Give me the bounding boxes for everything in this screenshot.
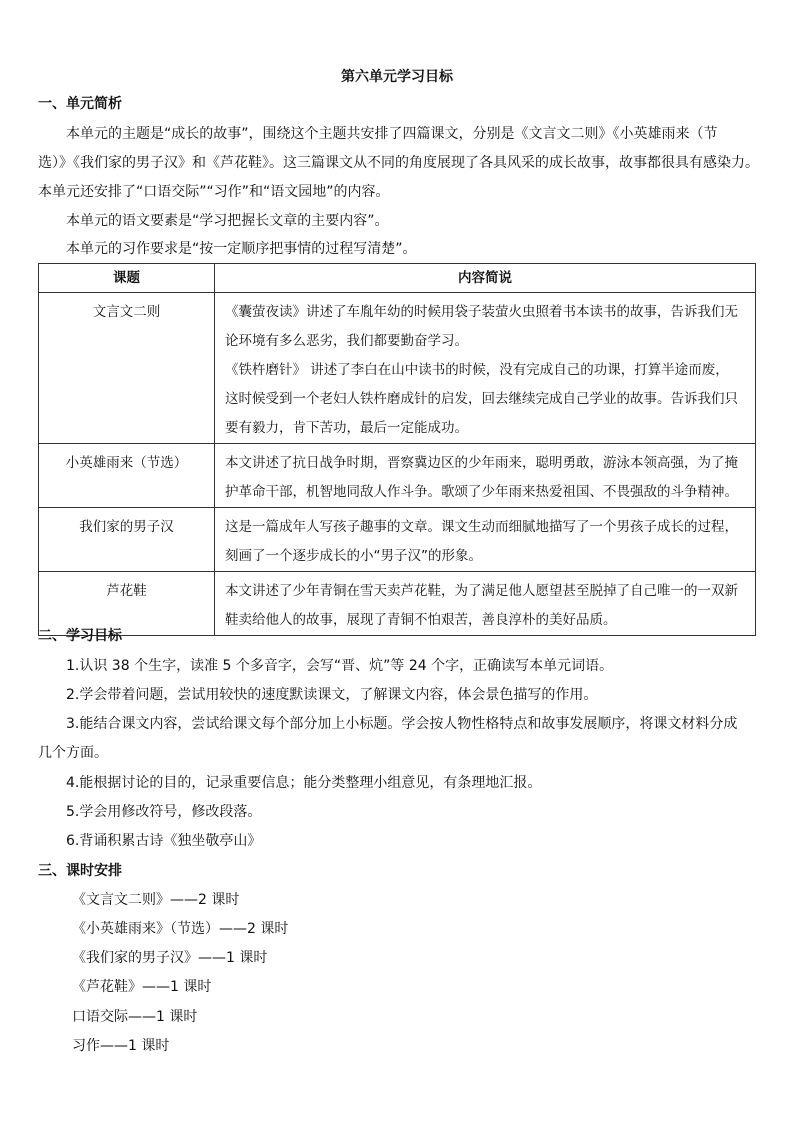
table-row (39, 508, 756, 572)
header-topic: 课题 (39, 264, 215, 293)
row-topic: 小英雄雨来（节选） (39, 444, 215, 508)
description-line: 《囊萤夜读》讲述了车胤年幼的时候用袋子装萤火虫照着书本读书的故事，告诉我们无 (225, 304, 738, 320)
schedule-item: 《文言文二则》——2 课时 (72, 892, 240, 908)
row-description (215, 444, 756, 508)
goal-1: 1.认识 38 个生字，读准 5 个多音字，会写“晋、炕”等 24 个字，正确读写本单元词语。 (66, 658, 614, 674)
section3-heading: 三、课时安排 (38, 863, 122, 879)
description-line: 本文讲述了抗日战争时期，晋察冀边区的少年雨来，聪明勇敢，游泳本领高强，为了掩 (225, 455, 738, 471)
goal-3-line2: 几个方面。 (38, 745, 108, 761)
goal-2: 2.学会带着问题，尝试用较快的速度默读课文，了解课文内容，体会景色描写的作用。 (66, 687, 598, 703)
row-description (215, 293, 756, 444)
schedule-item: 口语交际——1 课时 (72, 1009, 198, 1025)
description-line: 要有毅力，肯下苦功，最后一定能成功。 (225, 420, 468, 436)
table-header-row (39, 264, 756, 293)
section1-paragraph1-line1: 本单元的主题是“成长的故事”，围绕这个主题共安排了四篇课文，分别是《文言文二则》《小英雄雨来（节 (66, 126, 718, 142)
schedule-item: 习作——1 课时 (72, 1038, 170, 1054)
description-line: 刻画了一个逐步成长的小“男子汉”的形象。 (225, 548, 482, 564)
schedule-item: 《小英雄雨来》（节选）——2 课时 (72, 921, 289, 937)
description-line: 鞋卖给他人的故事，展现了青铜不怕艰苦，善良淳朴的美好品质。 (225, 612, 617, 628)
description-line: 这时候受到一个老妇人铁杵磨成针的启发，回去继续完成自己学业的故事。告诉我们只 (225, 391, 738, 407)
description-line: 《铁杵磨针》 讲述了李白在山中读书的时候，没有完成自己的功课，打算半途而废， (225, 362, 729, 378)
row-topic: 芦花鞋 (39, 572, 215, 636)
description-line: 本文讲述了少年青铜在雪天卖芦花鞋，为了满足他人愿望甚至脱掉了自己唯一的一双新 (225, 583, 738, 599)
section1-paragraph1-line2: 选）》《我们家的男子汉》和《芦花鞋》。这三篇课文从不同的角度展现了各具风采的成长故事，故事都很具有感染力。 (38, 155, 759, 171)
section1-paragraph3: 本单元的习作要求是“按一定顺序把事情的过程写清楚”。 (66, 241, 417, 257)
goal-4: 4.能根据讨论的目的，记录重要信息；能分类整理小组意见，有条理地汇报。 (66, 775, 542, 791)
section2-heading: 二、学习目标 (38, 628, 122, 644)
section1-heading: 一、单元简析 (38, 96, 122, 112)
page-title: 第六单元学习目标 (341, 69, 453, 85)
section1-paragraph2: 本单元的语文要素是“学习把握长文章的主要内容”。 (66, 213, 389, 229)
goal-3-line1: 3.能结合课文内容，尝试给课文每个部分加上小标题。学会按人物性格特点和故事发展顺序，将课文材料分成 (66, 716, 738, 732)
table-row (39, 444, 756, 508)
row-description (215, 508, 756, 572)
section1-paragraph1-line3: 本单元还安排了“口语交际”“习作”和“语文园地”的内容。 (38, 184, 390, 200)
row-topic: 文言文二则 (39, 293, 215, 444)
description-line: 论环境有多么恶劣，我们都要勤奋学习。 (225, 333, 468, 349)
goal-5: 5.学会用修改符号，修改段落。 (66, 804, 262, 820)
lesson-table (38, 263, 756, 636)
description-line: 护革命干部，机智地同敌人作斗争。歌颂了少年雨来热爱祖国、不畏强敌的斗争精神。 (225, 484, 738, 500)
table-row (39, 293, 756, 444)
row-topic: 我们家的男子汉 (39, 508, 215, 572)
schedule-item: 《我们家的男子汉》——1 课时 (72, 950, 268, 966)
goal-6: 6.背诵积累古诗《独坐敬亭山》 (66, 833, 262, 849)
schedule-item: 《芦花鞋》——1 课时 (72, 979, 212, 995)
description-line: 这是一篇成年人写孩子趣事的文章。课文生动而细腻地描写了一个男孩子成长的过程， (225, 519, 738, 535)
header-description: 内容简说 (215, 264, 756, 293)
